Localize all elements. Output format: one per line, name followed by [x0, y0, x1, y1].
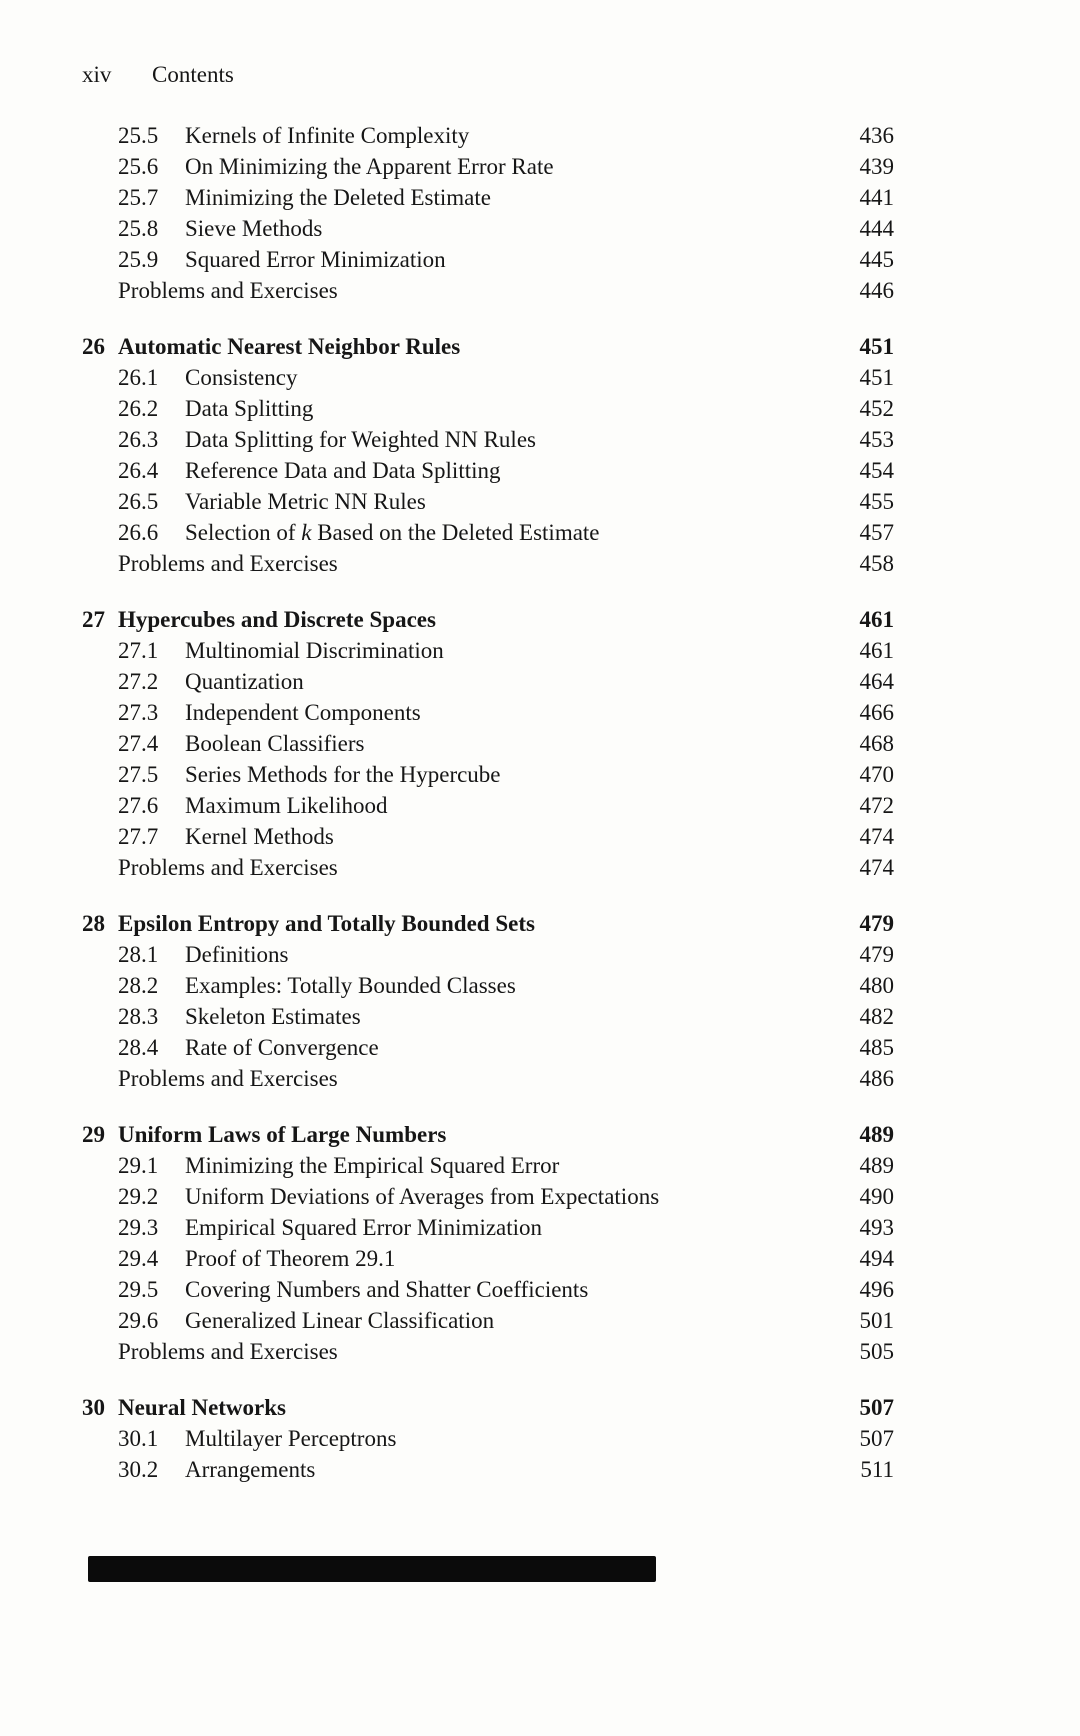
section-title: Proof of Theorem 29.1: [185, 1246, 396, 1271]
section-title: Squared Error Minimization: [185, 247, 446, 272]
section-number: 27.6: [118, 793, 159, 818]
section-number: 29.4: [118, 1246, 159, 1271]
section-number: 25.6: [118, 154, 159, 179]
section-title: Skeleton Estimates: [185, 1004, 361, 1029]
section-title: Minimizing the Deleted Estimate: [185, 185, 491, 210]
section-number: 28.1: [118, 942, 159, 967]
toc-entry-row: [82, 362, 894, 393]
toc-chapter-row: [82, 604, 894, 635]
entry-page-number: 490: [859, 1184, 894, 1209]
entry-page-number: 474: [859, 855, 894, 880]
toc-chapter-row: [82, 1119, 894, 1150]
section-title: Series Methods for the Hypercube: [185, 762, 501, 787]
toc-entry-row: [82, 213, 894, 244]
italic-variable: k: [301, 520, 312, 545]
entry-page-number: 486: [859, 1066, 894, 1091]
section-number: 25.7: [118, 185, 159, 210]
scan-artifact-bar: [88, 1556, 656, 1582]
problems-label: Problems and Exercises: [118, 278, 338, 303]
section-title: Data Splitting: [185, 396, 314, 421]
section-number: 28.3: [118, 1004, 159, 1029]
section-number: 27.2: [118, 669, 159, 694]
section-title: Reference Data and Data Splitting: [185, 458, 501, 483]
chapter-number: 30: [82, 1395, 105, 1420]
section-number: 26.2: [118, 396, 159, 421]
section-number: 25.5: [118, 123, 159, 148]
toc-entry-row: [82, 759, 894, 790]
folio-page-number: xiv: [82, 62, 112, 87]
section-number: 27.3: [118, 700, 159, 725]
section-title: Quantization: [185, 669, 304, 694]
entry-page-number: 489: [859, 1153, 894, 1178]
chapter-number: 29: [82, 1122, 105, 1147]
chapter-title: Automatic Nearest Neighbor Rules: [118, 334, 461, 359]
section-number: 29.1: [118, 1153, 159, 1178]
section-number: 26.6: [118, 520, 159, 545]
chapter-title: Uniform Laws of Large Numbers: [118, 1122, 447, 1147]
toc-entry-row: [82, 393, 894, 424]
section-title: Rate of Convergence: [185, 1035, 379, 1060]
chapter-title: Hypercubes and Discrete Spaces: [118, 607, 436, 632]
toc-entry-row: [82, 1305, 894, 1336]
toc-problems-row: [82, 1336, 894, 1367]
chapter-title: Neural Networks: [118, 1395, 286, 1420]
section-number: 25.9: [118, 247, 159, 272]
section-title: [185, 517, 846, 548]
title-text: Selection of: [185, 520, 302, 545]
toc-chapter-row: [82, 331, 894, 362]
entry-page-number: 480: [859, 973, 894, 998]
toc-entry-row: [82, 182, 894, 213]
chapter-page-number: 451: [859, 334, 894, 359]
chapter-page-number: 479: [859, 911, 894, 936]
entry-page-number: 464: [859, 669, 894, 694]
toc-chapter-row: [82, 908, 894, 939]
section-title: Sieve Methods: [185, 216, 323, 241]
section-number: 30.2: [118, 1457, 159, 1482]
section-title: Multinomial Discrimination: [185, 638, 444, 663]
section-title: On Minimizing the Apparent Error Rate: [185, 154, 554, 179]
section-number: 29.3: [118, 1215, 159, 1240]
entry-page-number: 451: [859, 365, 894, 390]
entry-page-number: 472: [859, 793, 894, 818]
section-number: 29.6: [118, 1308, 159, 1333]
toc-problems-row: [82, 852, 894, 883]
toc-group: [82, 908, 894, 1094]
toc-entry-row: [82, 635, 894, 666]
toc-entry-row: [82, 1150, 894, 1181]
section-number: 30.1: [118, 1426, 159, 1451]
problems-label: Problems and Exercises: [118, 1339, 338, 1364]
section-title: Examples: Totally Bounded Classes: [185, 973, 516, 998]
entry-page-number: 445: [859, 247, 894, 272]
toc-chapter-row: [82, 1392, 894, 1423]
entry-page-number: 470: [859, 762, 894, 787]
chapter-page-number: 489: [859, 1122, 894, 1147]
toc-entry-row: [82, 939, 894, 970]
chapter-number: 26: [82, 334, 105, 359]
section-title: Definitions: [185, 942, 289, 967]
entry-page-number: 479: [859, 942, 894, 967]
entry-page-number: 452: [859, 396, 894, 421]
toc-entry-row: [82, 1423, 894, 1454]
section-title: Kernel Methods: [185, 824, 334, 849]
toc-entry-row: [82, 1032, 894, 1063]
section-number: 25.8: [118, 216, 159, 241]
entry-page-number: 511: [860, 1457, 894, 1482]
section-number: 26.3: [118, 427, 159, 452]
entry-page-number: 461: [859, 638, 894, 663]
section-title: Uniform Deviations of Averages from Expectations: [185, 1184, 660, 1209]
chapter-number: 28: [82, 911, 105, 936]
toc-group: [82, 1119, 894, 1367]
toc-group: [82, 120, 894, 306]
chapter-page-number: 461: [859, 607, 894, 632]
section-number: 26.4: [118, 458, 159, 483]
toc-entry-row: [82, 728, 894, 759]
running-head-title: Contents: [152, 62, 234, 87]
section-title: Data Splitting for Weighted NN Rules: [185, 427, 536, 452]
section-title: Kernels of Infinite Complexity: [185, 123, 470, 148]
toc-entry-row: [82, 1212, 894, 1243]
section-number: 28.2: [118, 973, 159, 998]
section-number: 26.5: [118, 489, 159, 514]
entry-page-number: 446: [859, 278, 894, 303]
toc-entry-row: [82, 244, 894, 275]
entry-page-number: 444: [859, 216, 894, 241]
section-title: Arrangements: [185, 1457, 316, 1482]
section-number: 26.1: [118, 365, 159, 390]
toc-entry-row: [82, 517, 894, 548]
title-text: Based on the Deleted Estimate: [311, 520, 600, 545]
entry-page-number: 494: [859, 1246, 894, 1271]
entry-page-number: 507: [859, 1426, 894, 1451]
entry-page-number: 496: [859, 1277, 894, 1302]
section-title: Variable Metric NN Rules: [185, 489, 426, 514]
toc-problems-row: [82, 275, 894, 306]
section-number: 27.4: [118, 731, 159, 756]
section-number: 29.5: [118, 1277, 159, 1302]
entry-page-number: 505: [859, 1339, 894, 1364]
entry-page-number: 493: [859, 1215, 894, 1240]
section-title: Multilayer Perceptrons: [185, 1426, 397, 1451]
toc-group: [82, 1392, 894, 1485]
entry-page-number: 458: [859, 551, 894, 576]
toc-entry-row: [82, 486, 894, 517]
section-number: 28.4: [118, 1035, 159, 1060]
toc-entry-row: [82, 151, 894, 182]
entry-page-number: 457: [859, 520, 894, 545]
entry-page-number: 485: [859, 1035, 894, 1060]
section-title: Independent Components: [185, 700, 421, 725]
toc-problems-row: [82, 548, 894, 579]
problems-label: Problems and Exercises: [118, 551, 338, 576]
section-title: Generalized Linear Classification: [185, 1308, 495, 1333]
section-title: Minimizing the Empirical Squared Error: [185, 1153, 560, 1178]
entry-page-number: 454: [859, 458, 894, 483]
entry-page-number: 455: [859, 489, 894, 514]
entry-page-number: 436: [859, 123, 894, 148]
toc-entry-row: [82, 455, 894, 486]
toc-entry-row: [82, 1001, 894, 1032]
section-title: Empirical Squared Error Minimization: [185, 1215, 543, 1240]
toc-entry-row: [82, 1274, 894, 1305]
problems-label: Problems and Exercises: [118, 855, 338, 880]
chapter-page-number: 507: [859, 1395, 894, 1420]
chapter-number: 27: [82, 607, 105, 632]
chapter-title: Epsilon Entropy and Totally Bounded Sets: [118, 911, 535, 936]
toc-problems-row: [82, 1063, 894, 1094]
entry-page-number: 474: [859, 824, 894, 849]
section-title: Consistency: [185, 365, 298, 390]
entry-page-number: 439: [859, 154, 894, 179]
toc-entry-row: [82, 970, 894, 1001]
entry-page-number: 482: [859, 1004, 894, 1029]
entry-page-number: 468: [859, 731, 894, 756]
toc-entry-row: [82, 821, 894, 852]
section-number: 27.1: [118, 638, 159, 663]
toc-group: [82, 604, 894, 883]
table-of-contents: [82, 120, 894, 1485]
section-title: Boolean Classifiers: [185, 731, 365, 756]
section-title: Covering Numbers and Shatter Coefficients: [185, 1277, 589, 1302]
toc-entry-row: [82, 666, 894, 697]
section-number: 29.2: [118, 1184, 159, 1209]
section-number: 27.7: [118, 824, 159, 849]
toc-entry-row: [82, 697, 894, 728]
section-number: 27.5: [118, 762, 159, 787]
toc-group: [82, 331, 894, 579]
page-header: [82, 62, 234, 88]
section-title: Maximum Likelihood: [185, 793, 388, 818]
toc-entry-row: [82, 1181, 894, 1212]
toc-entry-row: [82, 120, 894, 151]
toc-entry-row: [82, 790, 894, 821]
toc-entry-row: [82, 1243, 894, 1274]
entry-page-number: 501: [859, 1308, 894, 1333]
problems-label: Problems and Exercises: [118, 1066, 338, 1091]
entry-page-number: 466: [859, 700, 894, 725]
entry-page-number: 453: [859, 427, 894, 452]
toc-entry-row: [82, 424, 894, 455]
entry-page-number: 441: [859, 185, 894, 210]
toc-entry-row: [82, 1454, 894, 1485]
